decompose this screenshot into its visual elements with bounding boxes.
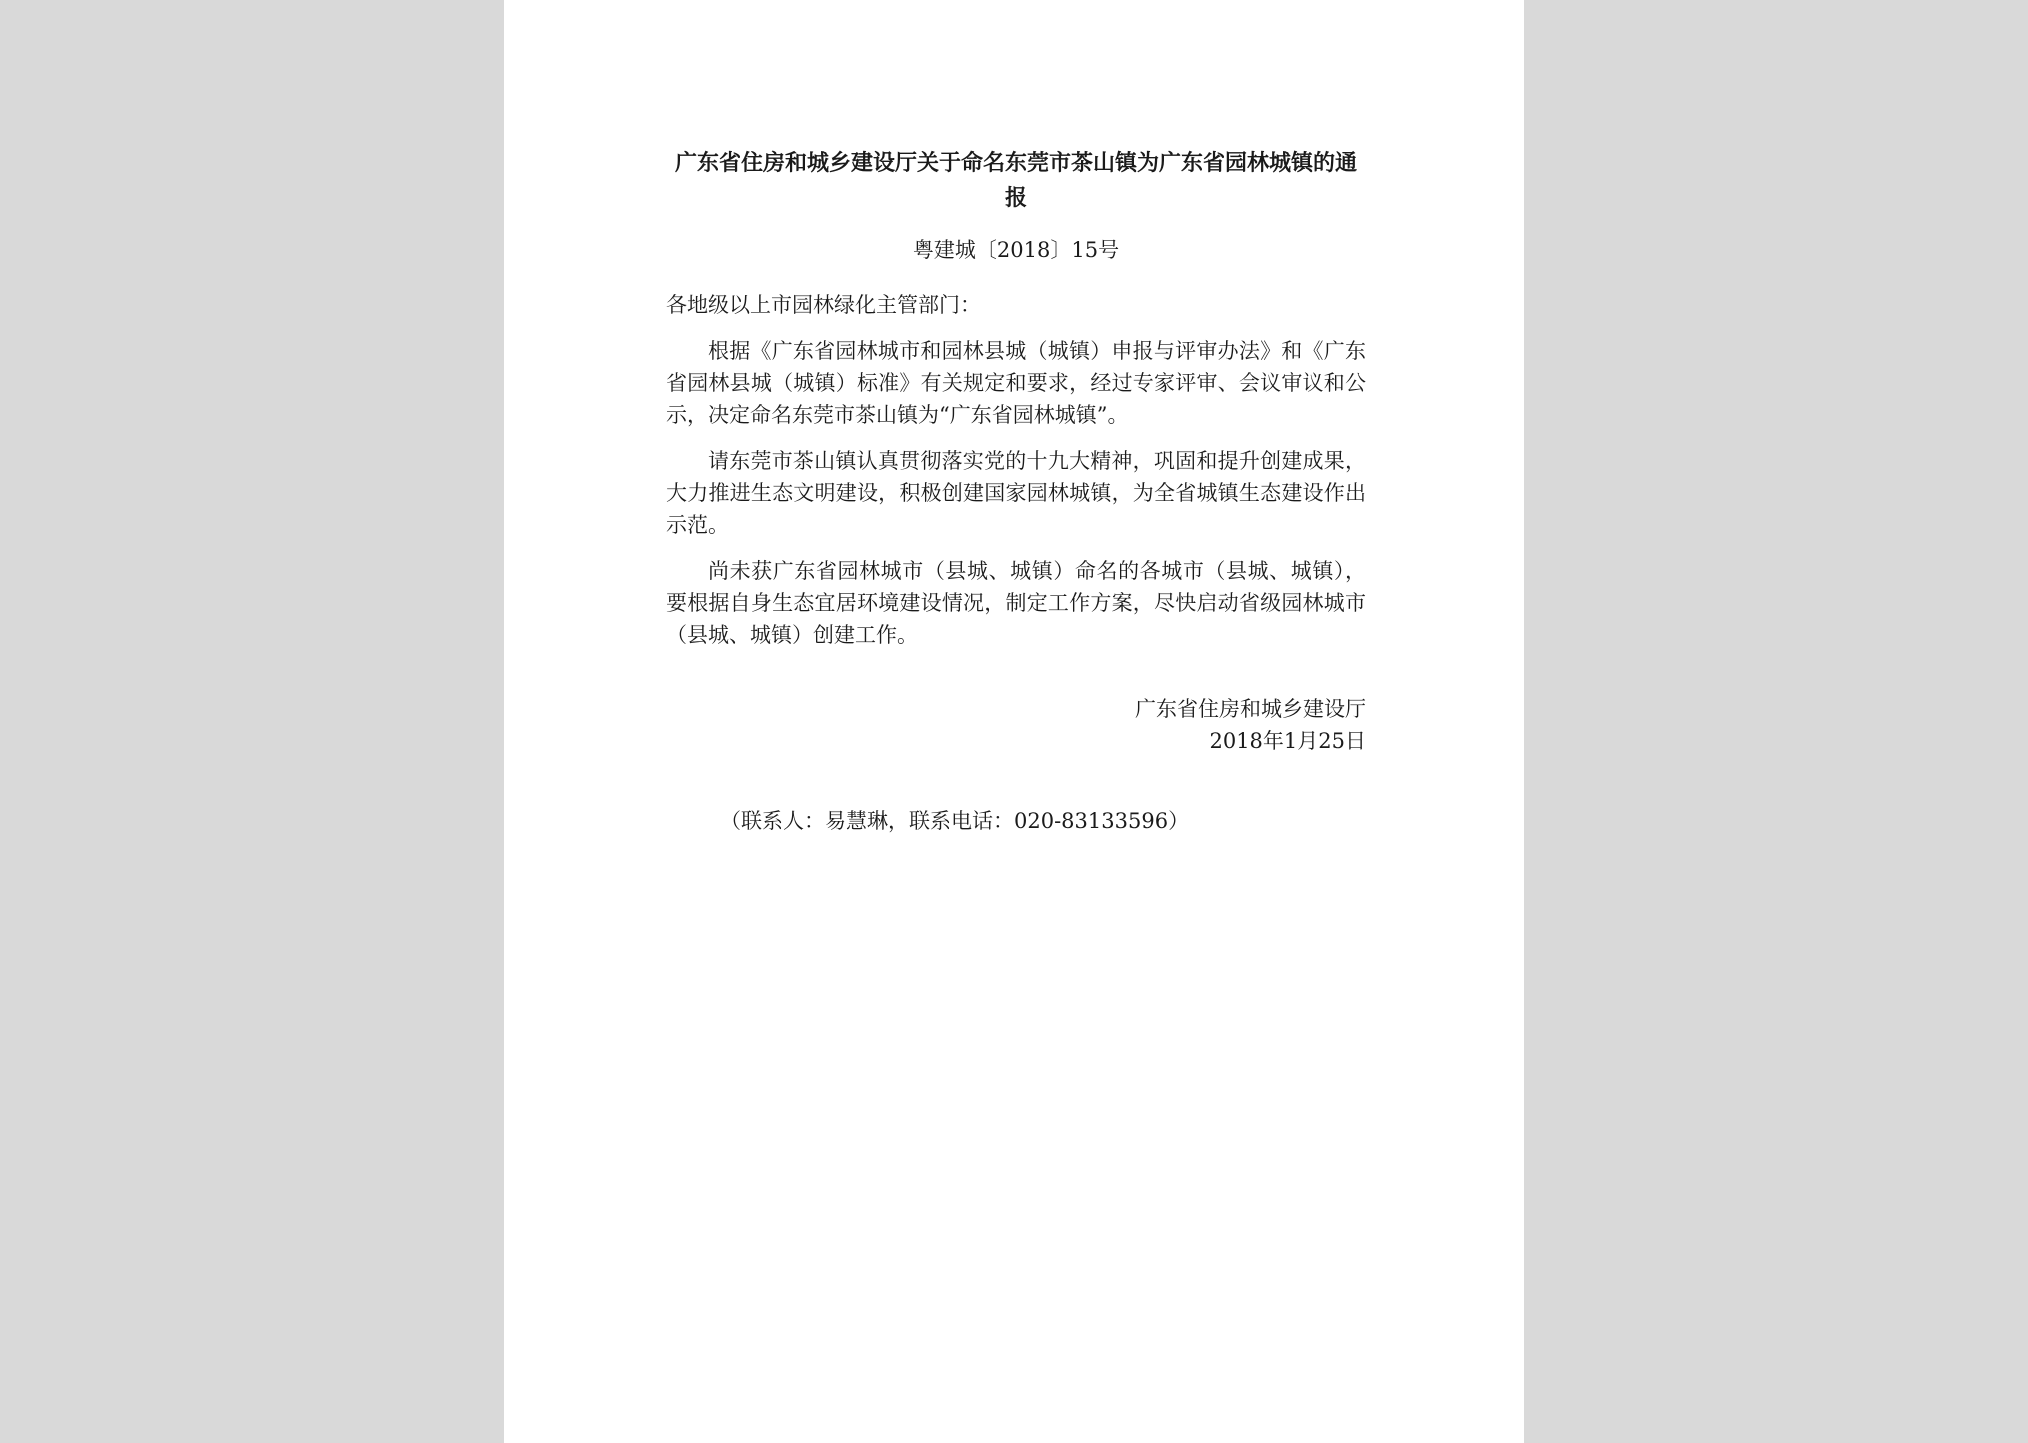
body-paragraph-3: 尚未获广东省园林城市（县城、城镇）命名的各城市（县城、城镇），要根据自身生态宜居环境建设情况，制定工作方案，尽快启动省级园林城市（县城、城镇）创建工作。 — [666, 559, 1366, 647]
contact-info: （联系人：易慧琳，联系电话：020-83133596） — [720, 809, 1190, 833]
document-number: 粤建城〔2018〕15号 — [912, 238, 1120, 262]
signature-organization: 广东省住房和城乡建设厅 — [1135, 697, 1366, 721]
body-paragraph-2: 请东莞市茶山镇认真贯彻落实党的十九大精神，巩固和提升创建成果，大力推进生态文明建设，积极创建国家园林城镇，为全省城镇生态建设作出示范。 — [666, 449, 1366, 537]
document-page — [504, 0, 1524, 1443]
document-content — [666, 146, 1366, 837]
document-title: 广东省住房和城乡建设厅关于命名东莞市茶山镇为广东省园林城镇的通报 — [674, 150, 1357, 211]
addressee: 各地级以上市园林绿化主管部门： — [666, 293, 981, 317]
body-paragraph-1: 根据《广东省园林城市和园林县城（城镇）申报与评审办法》和《广东省园林县城（城镇）标准》有关规定和要求，经过专家评审、会议审议和公示，决定命名东莞市茶山镇为“广东省园林城镇”。 — [666, 339, 1366, 427]
signature-block — [666, 693, 1366, 757]
signature-date: 2018年1月25日 — [1209, 729, 1366, 753]
